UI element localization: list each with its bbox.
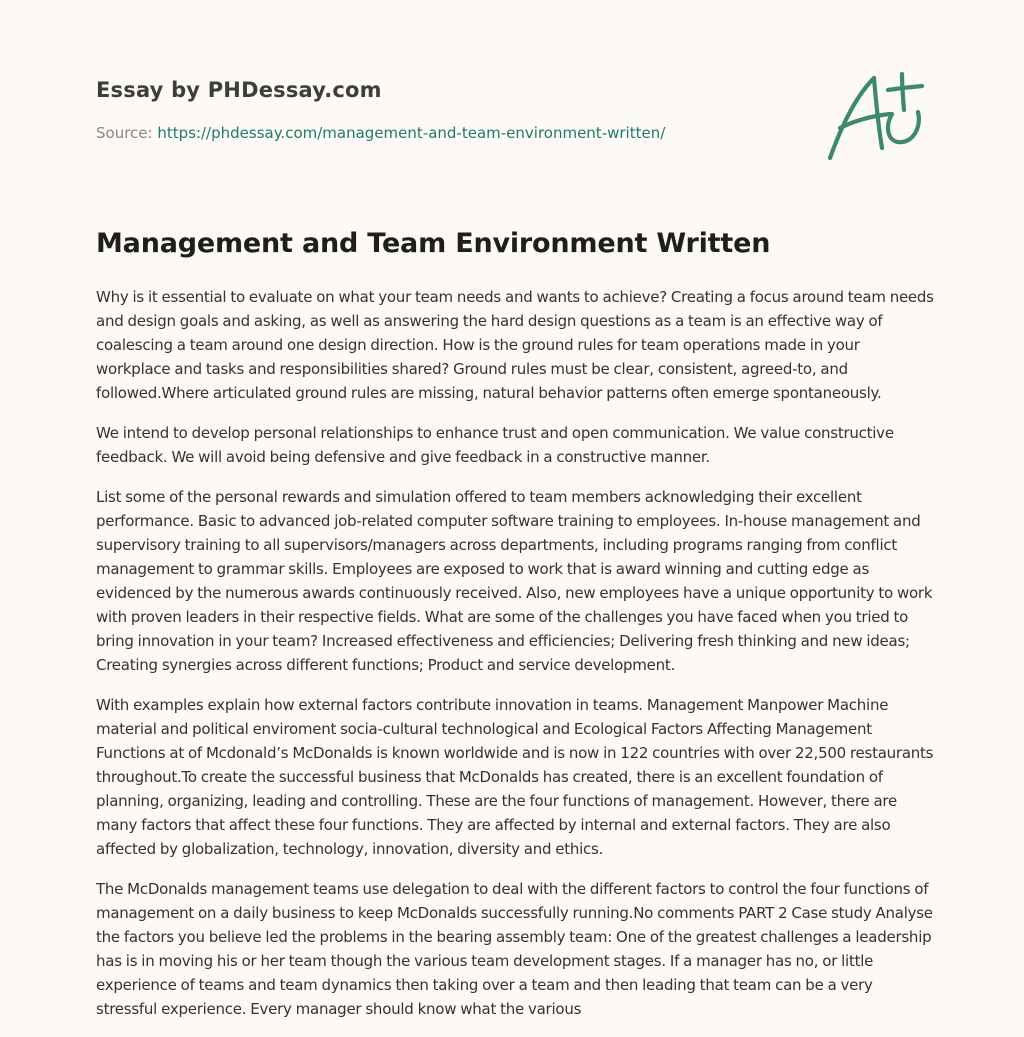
article-paragraph: List some of the personal rewards and simulation offered to team members acknowledging their excellent performance. Basic to advanced job-related computer software training to employees. In-house management and supervisory training to all supervisors/managers across departments, including programs ranging from conflict management to grammar skills. Employees are exposed to work that is award winning and cutting edge as evidenced by the numerous awards continuously received. Also, new employees have a unique opportunity to work with proven leaders in their respective fields. What are some of the challenges you have faced when you tried to bring innovation in your team? Increased effectiveness and efficiencies; Delivering fresh thinking and new ideas; Creating synergies across different functions; Product and service development. [96,488,933,674]
article-paragraph: With examples explain how external factors contribute innovation in teams. Management Manpower Machine material and political enviroment socia-cultural technological and Ecological Factors Affecting Management Functions at of Mcdonald’s McDonalds is known worldwide and is now in 122 countries with over 22,500 restaurants throughout.To create the successful business that McDonalds has created, there is an excellent foundation of planning, organizing, leading and controlling. These are the four functions of management. However, there are many factors that affect these four functions. They are affected by internal and external factors. They are also affected by globalization, technology, innovation, diversity and ethics. [96,696,934,858]
site-brand: Essay by PHDessay.com [96,78,382,102]
article-title: Management and Team Environment Written [96,228,771,259]
article-paragraph: The McDonalds management teams use delegation to deal with the different factors to control the four functions of management on a daily business to keep McDonalds successfully running.No comments PART 2 Case study Analyse the factors you believe led the problems in the bearing assembly team: One of the greatest challenges a leadership has is in moving his or her team though the various team development stages. If a manager has no, or little experience of teams and team dynamics then taking over a team and then leading that team can be a very stressful experience. Every manager should know what the various [96,880,933,1018]
article-paragraph: We intend to develop personal relationships to enhance trust and open communication. We value constructive feedback. We will avoid being defensive and give feedback in a constructive manner. [96,424,894,466]
source-label: Source: [96,124,158,142]
source-link[interactable]: https://phdessay.com/management-and-team-environment-written/ [157,124,666,142]
article-body [96,285,934,1037]
source-line [96,124,665,142]
article-paragraph: Why is it essential to evaluate on what your team needs and wants to achieve? Creating a focus around team needs and design goals and asking, as well as answering the hard design questions as a team is an effective way of coalescing a team around one design direction. How is the ground rules for team operations made in your workplace and tasks and responsibilities shared? Ground rules must be clear, consistent, agreed-to, and followed.Where articulated ground rules are missing, natural behavior patterns often emerge spontaneously. [96,288,934,402]
a-plus-grade-icon [826,68,926,164]
